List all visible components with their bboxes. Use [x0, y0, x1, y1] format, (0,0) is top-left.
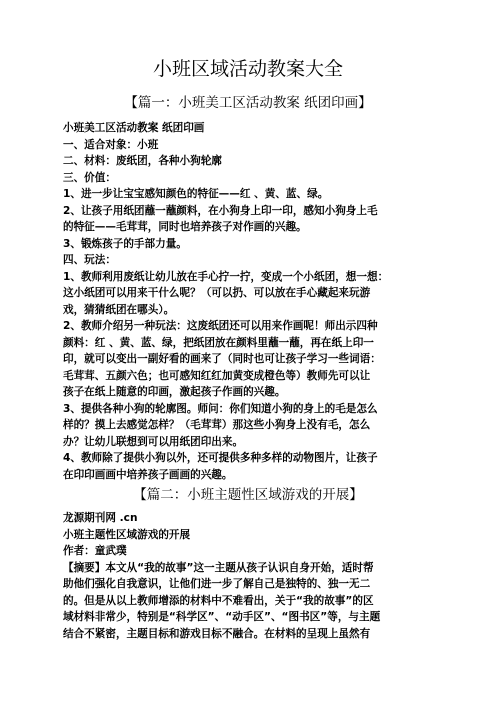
part1-line: 1、进一步让宝宝感知颜色的特征——红 、黄、蓝、绿。 — [63, 188, 329, 200]
part1-line: 小班美工区活动教案 纸团印画 — [63, 122, 205, 134]
part1-line: 颜料：红 、黄、蓝、绿，把纸团放在颜料里蘸一蘸，再在纸上印一 — [63, 336, 374, 349]
part1-line: 1、教师利用废纸让幼儿放在手心拧一拧，变成一个小纸团，想一想： — [63, 270, 389, 283]
part1-line: 样的？摸上去感觉怎样？（毛茸茸）那这些小狗身上没有毛，怎么 — [63, 419, 371, 431]
part1-heading: 【篇一：小班美工区活动教案 纸团印画】 — [124, 95, 372, 111]
part2-line: 结合不紧密，主题目标和游戏目标不融合。在材料的呈现上虽然有 — [63, 627, 371, 640]
part1-line: 三、价值： — [63, 171, 116, 184]
part2-line: 龙源期刊网 .cn — [63, 512, 138, 524]
part1-line: 在印印画画中培养孩子画画的兴趣。 — [63, 468, 233, 481]
part2-line: 域材料非常少，特别是“科学区”、“动手区”、“图书区”等，与主题 — [63, 611, 381, 623]
part1-line: 毛茸茸、五颜六色；也可感知红红加黄变成橙色等）教师先可以让 — [63, 369, 371, 382]
part1-line: 二、材料：废纸团，各种小狗轮廓 — [63, 155, 222, 167]
part2-line: 【摘要】本文从“我的故事”这一主题从孩子认识自身开始，适时帮 — [63, 561, 374, 574]
part1-line: 四、玩法： — [63, 254, 116, 266]
part2-line: 作者：童武璞 — [63, 545, 127, 557]
part1-line: 3、锻炼孩子的手部力量。 — [63, 237, 187, 250]
part1-line: 2、让孩子用纸团蘸一蘸颜料，在小狗身上印一印，感知小狗身上毛 — [63, 204, 378, 217]
part1-line: 孩子在纸上随意的印画，激起孩子作画的兴趣。 — [63, 386, 286, 398]
part2-line: 小班主题性区域游戏的开展 — [63, 528, 191, 541]
part1-line: 戏，猜猜纸团在哪头）。 — [63, 303, 175, 316]
part1-line: 印，就可以变出一副好看的画来了（同时也可让孩子学习一些词语： — [63, 353, 381, 365]
part1-line: 办？让幼儿联想到可以用纸团印出来。 — [63, 435, 244, 448]
part1-line: 这小纸团可以用来干什么呢？（可以扔、可以放在手心藏起来玩游 — [63, 287, 371, 299]
part1-line: 的特征——毛茸茸，同时也培养孩子对作画的兴趣。 — [63, 221, 307, 233]
document-title: 小班区域活动教案大全 — [152, 58, 343, 80]
part1-line: 一、适合对象：小班 — [63, 138, 159, 151]
part2-heading: 【篇二：小班主题性区域游戏的开展】 — [133, 487, 363, 503]
part1-body — [63, 120, 463, 483]
part1-line: 2、教师介绍另一种玩法：这废纸团还可以用来作画呢！师出示四种 — [63, 320, 378, 332]
part2-line: 的。但是从以上教师增添的材料中不难看出，关于“我的故事”的区 — [63, 594, 374, 607]
part1-line: 4、教师除了提供小狗以外，还可提供多种多样的动物图片，让孩子 — [63, 452, 378, 464]
part2-body — [63, 510, 463, 642]
part1-line: 3、提供各种小狗的轮廓图。师问：你们知道小狗的身上的毛是怎么 — [63, 402, 378, 415]
part2-line: 助他们强化自我意识，让他们进一步了解自己是独特的、独一无二 — [63, 578, 371, 590]
